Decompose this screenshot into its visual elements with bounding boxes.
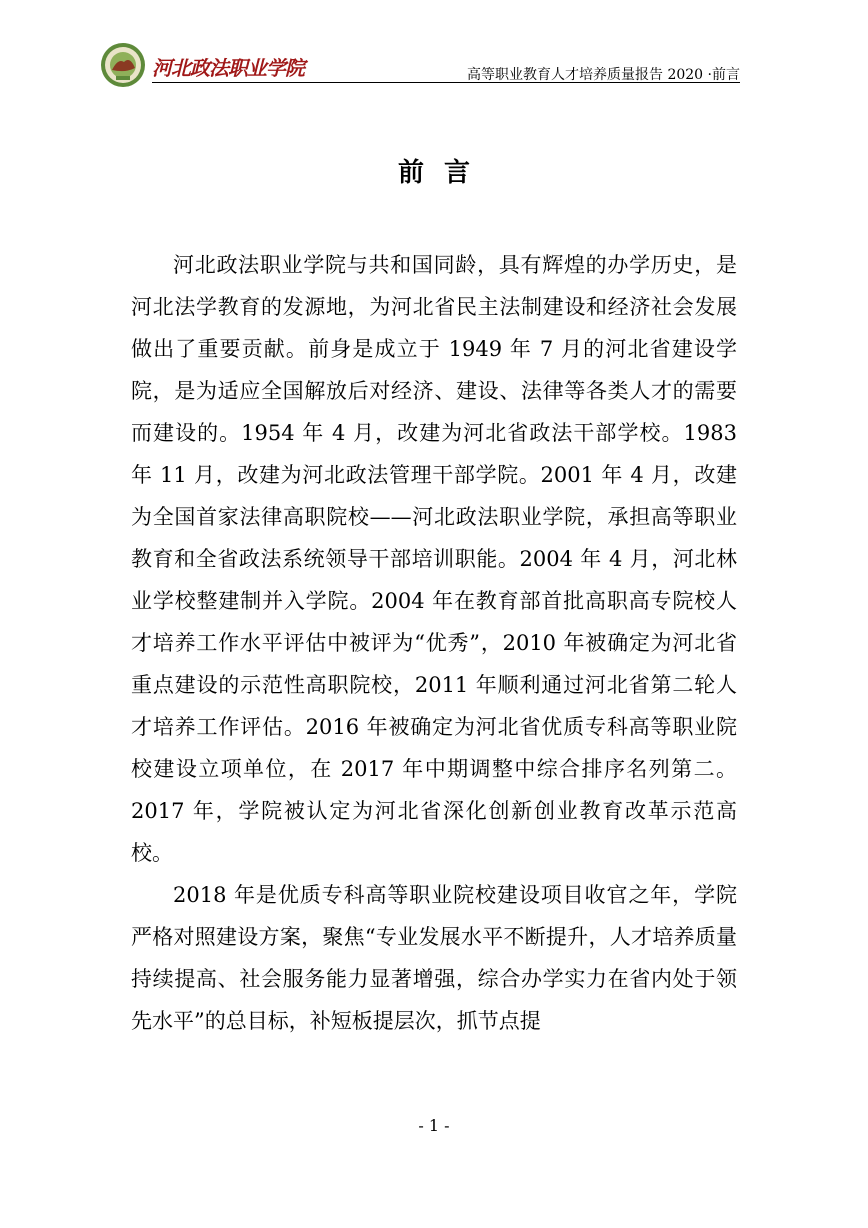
page-title: 前言 bbox=[397, 158, 490, 188]
paragraph-history: 河北政法职业学院与共和国同龄，具有辉煌的办学历史，是河北法学教育的发源地，为河北省民主法制建设和经济社会发展做出了重要贡献。前身是成立于 1949 年 7 月的河北省建设学院，是为适应全国解放后对经济、建设、法律等各类人才的需要而建设的。1954 年 4 月，改建为河北省政法干部学校。1983 年 11 月，改建为河北政法管理干部学院。2001 年 4 月，改建为全国首家法律高职院校——河北政法职业学院，承担高等职业教育和全省政法系统领导干部培训职能。2004 年 4 月，河北林业学校整建制并入学院。2004 年在教育部首批高职高专院校人才培养工作水平评估中被评为“优秀”，2010 年被确定为河北省重点建设的示范性高职院校，2011 年顺利通过河北省第二轮人才培养工作评估。2016 年被确定为河北省优质专科高等职业院校建设立项单位，在 2017 年中期调整中综合排序名列第二。2017 年，学院被认定为河北省深化创新创业教育改革示范高校。 bbox=[131, 253, 737, 865]
header-divider bbox=[152, 82, 740, 83]
paragraph-2018: 2018 年是优质专科高等职业院校建设项目收官之年，学院严格对照建设方案，聚焦“专业发展水平不断提升，人才培养质量持续提高、社会服务能力显著增强，综合办学实力在省内处于领先水平”的总目标，补短板提层次，抓节点提 bbox=[131, 883, 737, 1033]
page-header bbox=[100, 42, 740, 84]
page-number: - 1 - bbox=[418, 1116, 450, 1135]
college-name-logo-text: 河北政法职业学院 bbox=[152, 56, 304, 80]
document-body bbox=[131, 244, 737, 1042]
report-title: 高等职业教育人才培养质量报告 2020 ·前言 bbox=[467, 67, 740, 83]
college-seal-logo bbox=[100, 42, 146, 88]
